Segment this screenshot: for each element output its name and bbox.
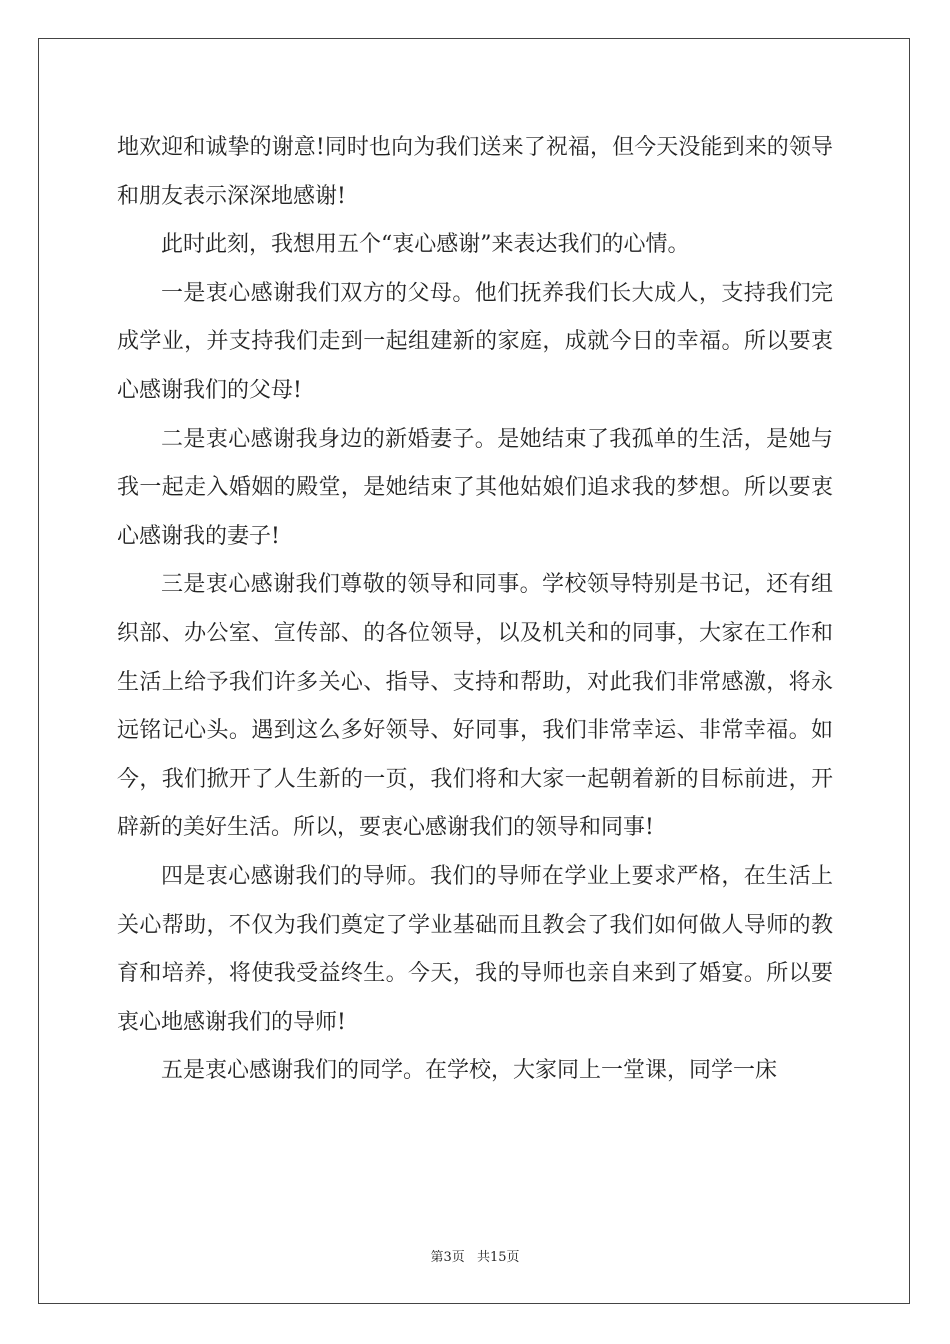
paragraph-7: 五是衷心感谢我们的同学。在学校，大家同上一堂课，同学一床 — [161, 1058, 778, 1084]
paragraph-6: 四是衷心感谢我们的导师。我们的导师在学业上要求严格，在生活上关心帮助，不仅为我们奠定了学业基础而且教会了我们如何做人导师的教育和培养，将使我受益终生。今天，我的导师也亲自来到了婚宴。所以要衷心地感谢我们的导师! — [117, 863, 833, 1035]
paragraph-1: 地欢迎和诚挚的谢意!同时也向为我们送来了祝福，但今天没能到来的领导和朋友表示深深地感谢! — [117, 135, 833, 209]
page-number: 第3页 — [430, 1250, 465, 1265]
page-footer — [0, 1246, 950, 1265]
paragraph-5: 三是衷心感谢我们尊敬的领导和同事。学校领导特别是书记，还有组织部、办公室、宣传部、的各位领导，以及机关和的同事，大家在工作和生活上给予我们许多关心、指导、支持和帮助，对此我们非常感激，将永远铭记心头。遇到这么多好领导、好同事，我们非常幸运、非常幸福。如今，我们掀开了人生新的一页，我们将和大家一起朝着新的目标前进，开辟新的美好生活。所以，要衷心感谢我们的领导和同事! — [117, 572, 833, 841]
document-body — [117, 124, 833, 1096]
paragraph-4: 二是衷心感谢我身边的新婚妻子。是她结束了我孤单的生活，是她与我一起走入婚姻的殿堂，是她结束了其他姑娘们追求我的梦想。所以要衷心感谢我的妻子! — [117, 426, 833, 549]
paragraph-2: 此时此刻，我想用五个“衷心感谢”来表达我们的心情。 — [161, 232, 690, 258]
paragraph-3: 一是衷心感谢我们双方的父母。他们抚养我们长大成人，支持我们完成学业，并支持我们走到一起组建新的家庭，成就今日的幸福。所以要衷心感谢我们的父母! — [117, 280, 833, 403]
page-total: 共15页 — [476, 1250, 520, 1265]
